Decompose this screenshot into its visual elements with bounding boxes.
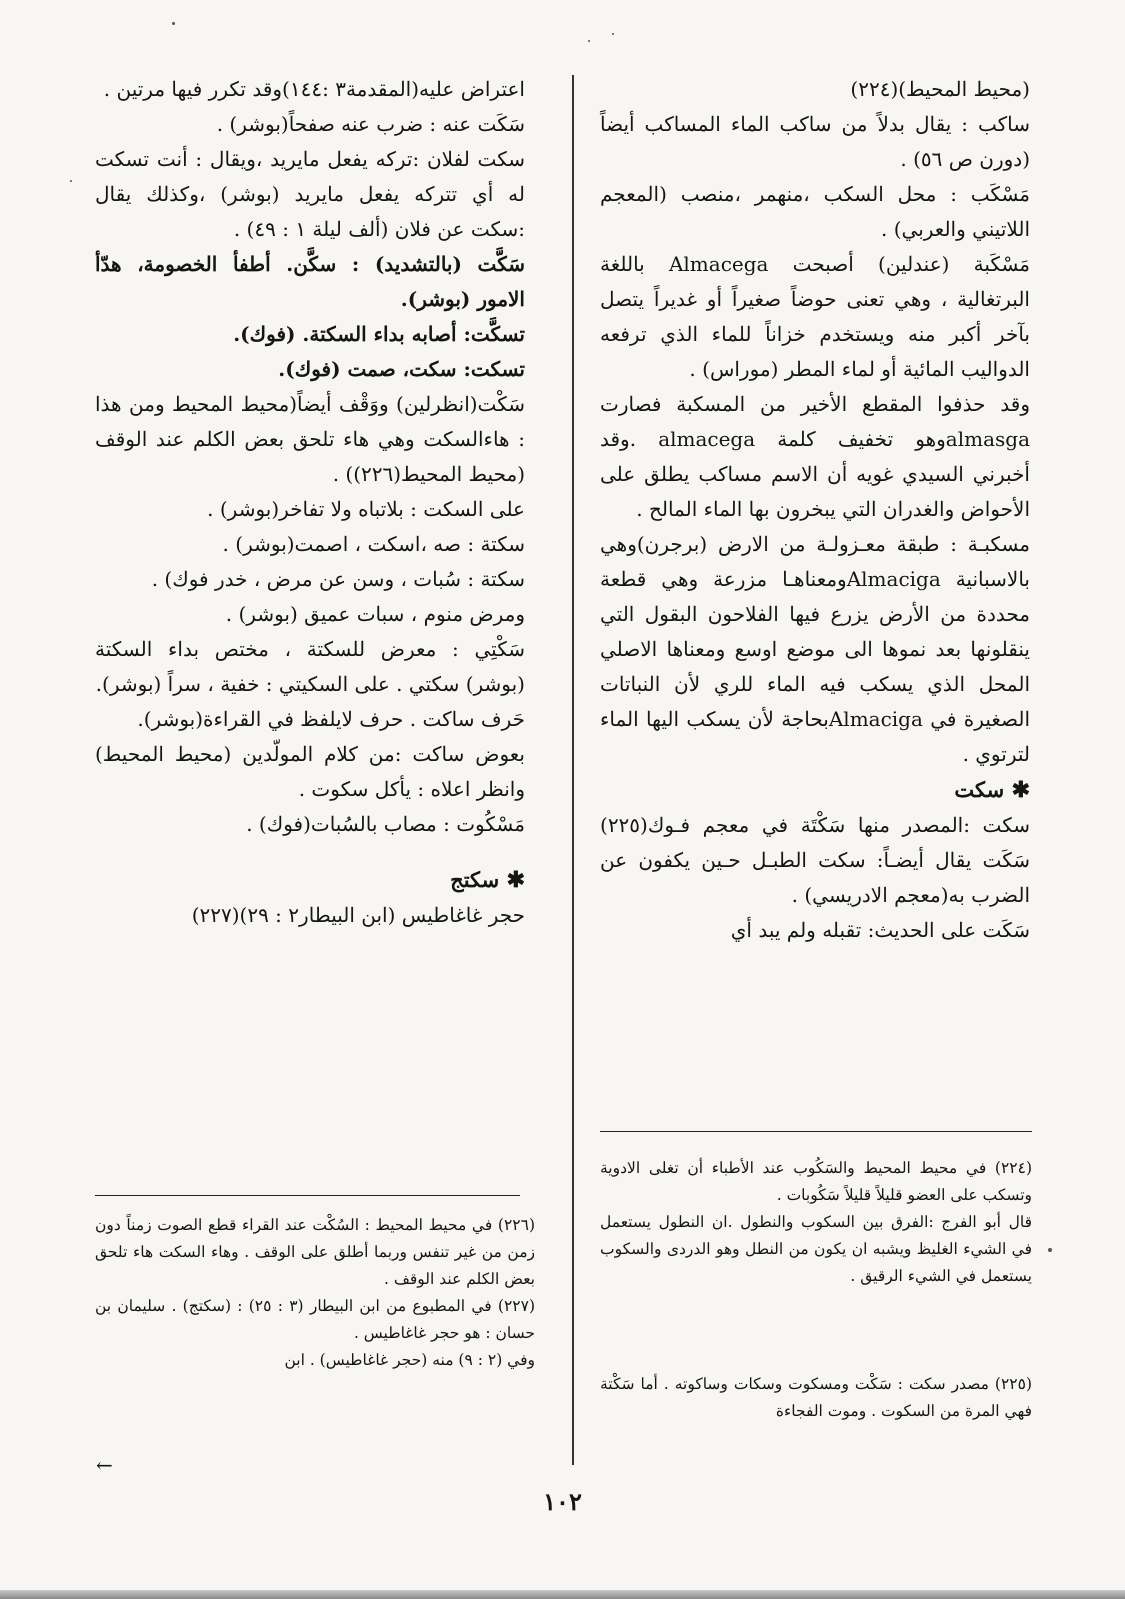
continue-arrow-icon: ← <box>96 1453 113 1477</box>
left-paragraph: حجر غاغاطيس (ابن البيطار٢ : ٢٩)(٢٢٧) <box>191 903 525 927</box>
right-paragraph: (محيط المحيط)(٢٢٤) <box>850 77 1030 101</box>
footnote: (٢٢٧) في المطبوع من ابن البيطار (٣ : ٢٥) : (سكتج) . سليمان بن حسان : هو حجر غاغاطيس . <box>95 1297 536 1342</box>
left-paragraph: على السكت : بلاتباه ولا تفاخر(بوشر) . <box>207 497 525 521</box>
scan-speck <box>588 40 590 42</box>
footnotes-right-second <box>600 1371 1032 1425</box>
page-number: ١٠٢ <box>543 1487 582 1516</box>
right-paragraph: مَسْكَب : محل السكب ،منهمر ،منصب (المعجم اللاتيني والعربي) . <box>600 182 1030 241</box>
left-paragraph: سَكَت عنه : ضرب عنه صفحاً(بوشر) . <box>216 112 525 136</box>
asterisk-icon: ✱ <box>506 867 525 893</box>
left-paragraph: اعتراض عليه(المقدمة٣ :١٤٤)وقد تكرر فيها مرتين . <box>103 77 525 101</box>
footnote-rule <box>95 1195 520 1196</box>
scan-speck <box>172 22 175 25</box>
left-paragraph: تسكت: سكت، صمت (فوك). <box>278 357 525 381</box>
footnotes-right <box>600 1155 1032 1290</box>
right-paragraph: مَسْكَبة (عندلين) أصبحت Almacega باللغة البرتغالية ، وهي تعنى حوضاً صغيراً أو غديراً يتصل بآخر أكبر منه ويستخدم خزاناً للماء الذي ترفعه الدواليب المائية أو لماء المطر (موراس) . <box>600 252 1031 381</box>
column-divider <box>572 75 574 1465</box>
footnotes-left <box>95 1212 535 1374</box>
entry-heading-text: سكت <box>954 777 1005 802</box>
right-paragraph: مسكبـة : طبقة معـزولـة من الارض (برجرن)وهي بالاسبانية Almacigaومعناهـا مزرعة وهي قطعة محددة من الأرض يزرع فيها الفلاحون البقول التي ينقلونها بعد نموها الى موضع اوسع ومعناها الاصلي المحل الذي يسكب فيه الماء للري لأن النباتات الصغيرة في Almacigaبحاجة لأن يسكب اليها الماء لترتوي . <box>600 532 1030 766</box>
right-paragraph: ساكب : يقال بدلاً من ساكب الماء المساكب أيضاً (دورن ص ٥٦) . <box>600 112 1030 171</box>
left-paragraph: ومرض منوم ، سبات عميق (بوشر) . <box>225 602 525 626</box>
footnote: قال أبو الفرج :الفرق بين السكوب والنطول .ان النطول يستعمل في الشيء الغليظ ويشبه ان يكون من النطل وهو الدردى والسكوب يستعمل في الشيء الرقيق . <box>600 1213 1032 1285</box>
left-paragraph: مَسْكُوت : مصاب بالسُبات(فوك) . <box>246 812 525 836</box>
left-paragraph: سَكَّت (بالتشديد) : سكَّن. أطفأ الخصومة، هدّأ الامور (بوشر). <box>95 252 525 311</box>
footnote: (٢٢٤) في محيط المحيط والسَكُوب عند الأطباء أن تغلى الادوية وتسكب على العضو قليلاً قليلاً سَكُوبات . <box>600 1159 1032 1204</box>
left-paragraph: سكت لفلان :تركه يفعل مايريد ،ويقال : أنت تسكت له أي تتركه يفعل مايريد (بوشر) ،وكذلك يقال :سكت عن فلان (ألف ليلة ١ : ٤٩) . <box>95 147 525 241</box>
right-paragraph: سكت :المصدر منها سَكْتَة في معجم فـوك(٢٢٥) سَكَت يقال أيضـاً: سكت الطبـل حـين يكفون عن الضرب به(معجم الادريسي) . <box>600 813 1030 907</box>
right-paragraph: سَكَت على الحديث: تقبله ولم يبد أي <box>730 918 1030 942</box>
footnote: (٢٢٥) مصدر سكت : سَكْت ومسكوت وسكات وساكوته . أما سَكْتة فهي المرة من السكوت . وموت الفجاءة <box>600 1375 1032 1420</box>
footnote-rule <box>600 1131 1032 1132</box>
footnote: وفي (٢ : ٩) منه (حجر غاغاطيس) . ابن <box>284 1351 535 1369</box>
left-paragraph: سَكْت(انظرلين) ووَقْف أيضاً(محيط المحيط ومن هذا : هاءالسكت وهي هاء تلحق بعض الكلم عند الوقف (محيط المحيط(٢٢٦)) . <box>95 392 525 486</box>
left-paragraph: تسكَّت: أصابه بداء السكتة. (فوك). <box>233 322 525 346</box>
right-column <box>600 72 1030 948</box>
scan-edge <box>0 1590 1125 1599</box>
left-paragraph: سَكْتِي : معرض للسكتة ، مختص بداء السكتة (بوشر) سكتي . على السكيتي : خفية ، سراً (بوشر). <box>95 637 525 696</box>
left-paragraph: سكتة : سُبات ، وسن عن مرض ، خدر فوك) . <box>151 567 525 591</box>
left-paragraph: بعوض ساكت :من كلام المولّدين (محيط المحيط) وانظر اعلاه : يأكل سكوت . <box>95 742 525 801</box>
footnote: (٢٢٦) في محيط المحيط : السُكْت عند القراء قطع الصوت زمناً دون زمن من غير تنفس وربما أطلق على الوقف . وهاء السكت هاء تلحق بعض الكلم عند الوقف . <box>95 1216 535 1288</box>
left-column <box>95 72 525 933</box>
spacer <box>95 842 525 862</box>
left-paragraph: سكتة : صه ،اسكت ، اصمت(بوشر) . <box>222 532 525 556</box>
scan-speck <box>70 180 72 182</box>
left-paragraph: حَرف ساكت . حرف لايلفظ في القراءة(بوشر). <box>137 707 525 731</box>
scan-speck <box>612 33 614 35</box>
entry-heading <box>600 772 1030 808</box>
entry-heading-text: سكتج <box>450 867 500 892</box>
scan-speck <box>1048 1248 1052 1252</box>
asterisk-icon: ✱ <box>1011 777 1030 803</box>
entry-heading <box>95 862 525 898</box>
right-paragraph: وقد حذفوا المقطع الأخير من المسكبة فصارت almasgaوهو تخفيف كلمة almacega .وقد أخبرني السيدي غويه أن الاسم مساكب يطلق على الأحواض والغدران التي يبخرون بها الماء المالح . <box>600 392 1030 521</box>
